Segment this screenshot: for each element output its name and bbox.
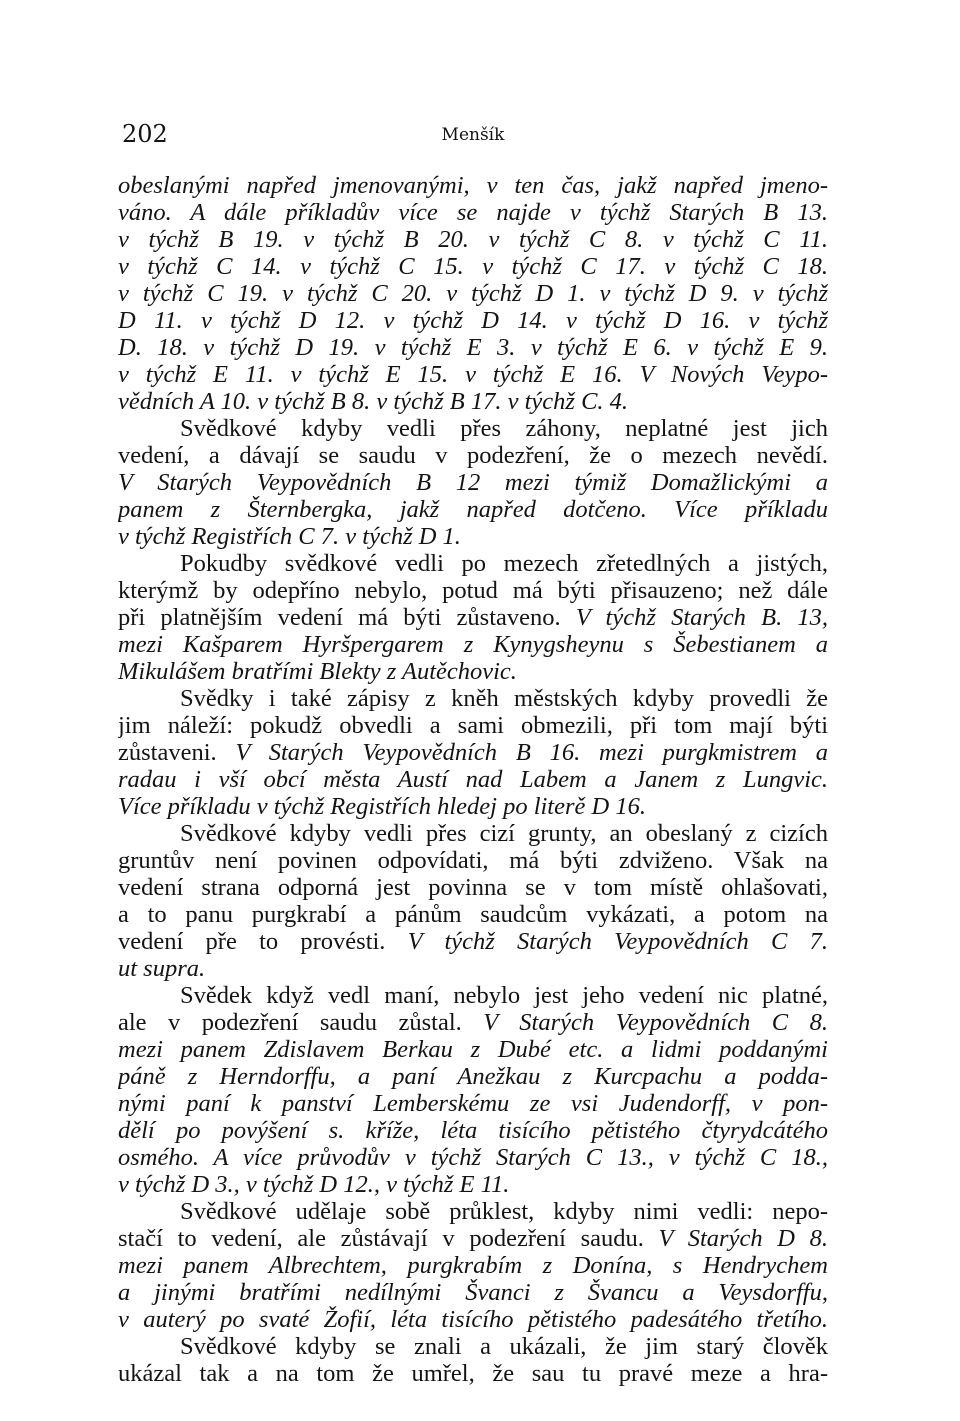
italic-text-segment: v týchž E 11. v týchž E 15. v týchž E 16. V Nových Veypo- <box>118 361 828 388</box>
italic-text-segment: v týchž C 14. v týchž C 15. v týchž C 17. v týchž C 18. <box>118 253 828 280</box>
body-text <box>118 172 828 1387</box>
text-line <box>118 1090 828 1117</box>
italic-text-segment: v týchž B 19. v týchž B 20. v týchž C 8. v týchž C 11. <box>118 226 828 253</box>
text-line <box>118 1144 828 1171</box>
text-line <box>118 766 828 793</box>
italic-text-segment: V Starých Veypovědních B 12 mezi týmiž Domažlickými a <box>118 469 828 496</box>
text-line <box>118 1198 828 1225</box>
text-segment: vedení, a dávají se saudu v podezření, že o mezech nevědí. <box>118 442 828 469</box>
text-line <box>118 1279 828 1306</box>
text-line <box>118 1360 828 1387</box>
text-segment: Svědkové kdyby vedli přes cizí grunty, an obeslaný z cizích <box>180 820 828 847</box>
text-line <box>118 199 828 226</box>
text-line <box>118 658 828 685</box>
text-segment: zůstaveni. <box>118 739 236 766</box>
italic-text-segment: panem z Šternbergka, jakž napřed dotčeno. Více příkladu <box>118 496 828 523</box>
text-segment: při platnějším vedení má býti zůstaveno. <box>118 604 576 631</box>
italic-text-segment: V Starých Veypovědních B 16. mezi purgkmistrem a <box>235 739 828 766</box>
text-line <box>118 1171 828 1198</box>
text-segment: Svědky i také zápisy z kněh městských kdyby provedli že <box>180 685 828 712</box>
text-line <box>118 1063 828 1090</box>
text-line <box>118 1036 828 1063</box>
text-line <box>118 739 828 766</box>
text-line <box>118 712 828 739</box>
text-line <box>118 874 828 901</box>
italic-text-segment: Mikulášem bratřími Blekty z Autěchovic. <box>118 658 517 685</box>
text-line <box>118 496 828 523</box>
text-line <box>118 361 828 388</box>
italic-text-segment: osmého. A více průvodův v týchž Starých C 13., v týchž C 18., <box>118 1144 828 1171</box>
text-line <box>118 1333 828 1360</box>
italic-text-segment: v týchž D 3., v týchž D 12., v týchž E 11. <box>118 1171 510 1198</box>
book-page <box>118 120 828 1387</box>
italic-text-segment: mezi panem Zdislavem Berkau z Dubé etc. a lidmi poddanými <box>118 1036 828 1063</box>
text-segment: Pokudby svědkové vedli po mezech zřetedlných a jistých, <box>180 550 828 577</box>
italic-text-segment: V týchž Starých B. 13, <box>575 604 828 631</box>
italic-text-segment: ut supra. <box>118 955 206 982</box>
italic-text-segment: D 11. v týchž D 12. v týchž D 14. v týchž D 16. v týchž <box>118 307 828 334</box>
page-number: 202 <box>122 120 168 148</box>
italic-text-segment: V Starých D 8. <box>658 1225 828 1252</box>
italic-text-segment: D. 18. v týchž D 19. v týchž E 3. v týchž E 6. v týchž E 9. <box>118 334 828 361</box>
italic-text-segment: mezi panem Albrechtem, purgkrabím z Donína, s Hendrychem <box>118 1252 828 1279</box>
italic-text-segment: v týchž C 19. v týchž C 20. v týchž D 1. v týchž D 9. v týchž <box>118 280 828 307</box>
italic-text-segment: páně z Herndorffu, a paní Anežkau z Kurcpachu a podda- <box>118 1063 828 1090</box>
italic-text-segment: v týchž Registřích C 7. v týchž D 1. <box>118 523 461 550</box>
text-line <box>118 253 828 280</box>
page-header <box>118 120 828 160</box>
text-line <box>118 550 828 577</box>
text-segment: stačí to vedení, ale zůstávají v podezření saudu. <box>118 1225 659 1252</box>
text-segment: gruntův není povinen odpovídati, má býti zdviženo. Však na <box>118 847 828 874</box>
text-line <box>118 1009 828 1036</box>
text-line <box>118 415 828 442</box>
text-line <box>118 685 828 712</box>
text-segment: Svědek když vedl maní, nebylo jest jeho vedení nic platné, <box>180 982 828 1009</box>
text-line <box>118 793 828 820</box>
text-line <box>118 955 828 982</box>
text-segment: vedení pře to provésti. <box>118 928 408 955</box>
text-segment: Svědkové kdyby vedli přes záhony, neplatné jest jich <box>180 415 828 442</box>
text-line <box>118 280 828 307</box>
text-segment: a to panu purgkrabí a pánům saudcům vykázati, a potom na <box>118 901 828 928</box>
italic-text-segment: vědních A 10. v týchž B 8. v týchž B 17. v týchž C. 4. <box>118 388 629 415</box>
text-segment: ale v podezření saudu zůstal. <box>118 1009 484 1036</box>
running-title: Menšík <box>441 125 505 145</box>
text-line <box>118 1306 828 1333</box>
italic-text-segment: Více příkladu v týchž Registřích hledej po literě D 16. <box>118 793 646 820</box>
text-line <box>118 334 828 361</box>
text-segment: jim náleží: pokudž obvedli a sami obmezili, při tom mají býti <box>118 712 828 739</box>
text-line <box>118 577 828 604</box>
text-line <box>118 631 828 658</box>
italic-text-segment: V týchž Starých Veypovědních C 7. <box>407 928 828 955</box>
text-line <box>118 523 828 550</box>
text-line <box>118 1225 828 1252</box>
text-line <box>118 847 828 874</box>
text-line <box>118 307 828 334</box>
italic-text-segment: mezi Kašparem Hyršpergarem z Kynygsheynu s Šebestianem a <box>118 631 828 658</box>
text-line <box>118 226 828 253</box>
text-line <box>118 388 828 415</box>
italic-text-segment: a jinými bratřími nedílnými Švanci z Švancu a Veysdorffu, <box>118 1279 828 1306</box>
text-segment: Svědkové udělaje sobě průklest, kdyby nimi vedli: nepo- <box>180 1198 828 1225</box>
italic-text-segment: váno. A dále příkladův více se najde v týchž Starých B 13. <box>118 199 828 226</box>
text-line <box>118 442 828 469</box>
text-line <box>118 1252 828 1279</box>
italic-text-segment: V Starých Veypovědních C 8. <box>483 1009 828 1036</box>
text-line <box>118 469 828 496</box>
italic-text-segment: nými paní k panství Lemberskému ze vsi Judendorff, v pon- <box>118 1090 828 1117</box>
text-line <box>118 604 828 631</box>
text-line <box>118 1117 828 1144</box>
text-segment: ukázal tak a na tom že umřel, že sau tu pravé meze a hra- <box>118 1360 828 1387</box>
text-segment: kterýmž by odepříno nebylo, potud má býti přisauzeno; než dále <box>118 577 828 604</box>
text-line <box>118 901 828 928</box>
italic-text-segment: v auterý po svaté Žofií, léta tisícího pětistého padesátého třetího. <box>118 1306 828 1333</box>
italic-text-segment: radau i vší obcí města Austí nad Labem a Janem z Lungvic. <box>118 766 828 793</box>
text-segment: vedení strana odporná jest povinna se v tom místě ohlašovati, <box>118 874 828 901</box>
text-line <box>118 928 828 955</box>
italic-text-segment: obeslanými napřed jmenovanými, v ten čas, jakž napřed jmeno- <box>118 172 828 199</box>
text-line <box>118 172 828 199</box>
text-line <box>118 982 828 1009</box>
text-line <box>118 820 828 847</box>
italic-text-segment: dělí po povýšení s. kříže, léta tisícího pětistého čtyrydcátého <box>118 1117 828 1144</box>
text-segment: Svědkové kdyby se znali a ukázali, že jim starý člověk <box>180 1333 828 1360</box>
